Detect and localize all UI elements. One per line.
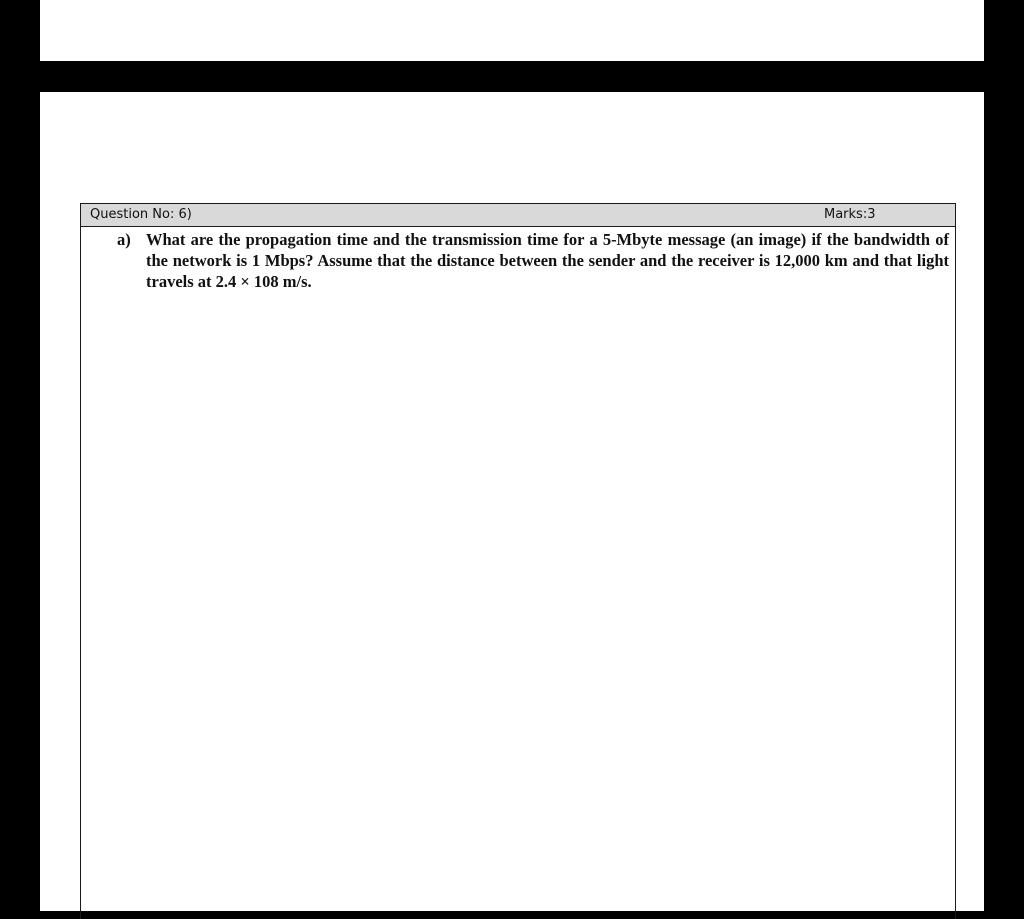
page-top-sheet [40, 0, 984, 61]
question-header [81, 204, 955, 227]
part-label: a) [117, 230, 131, 249]
document-page [40, 92, 984, 911]
question-body [81, 227, 955, 292]
question-marks: Marks:3 [824, 207, 876, 222]
question-number: Question No: 6) [90, 207, 192, 222]
part-text: What are the propagation time and the transmission time for a 5-Mbyte message (an image) if the bandwidth of the network is 1 Mbps? Assume that the distance between the sender and the receiver is 12,000 km and that light travels at 2.4 × 108 m/s. [146, 230, 949, 291]
question-box [80, 203, 956, 919]
